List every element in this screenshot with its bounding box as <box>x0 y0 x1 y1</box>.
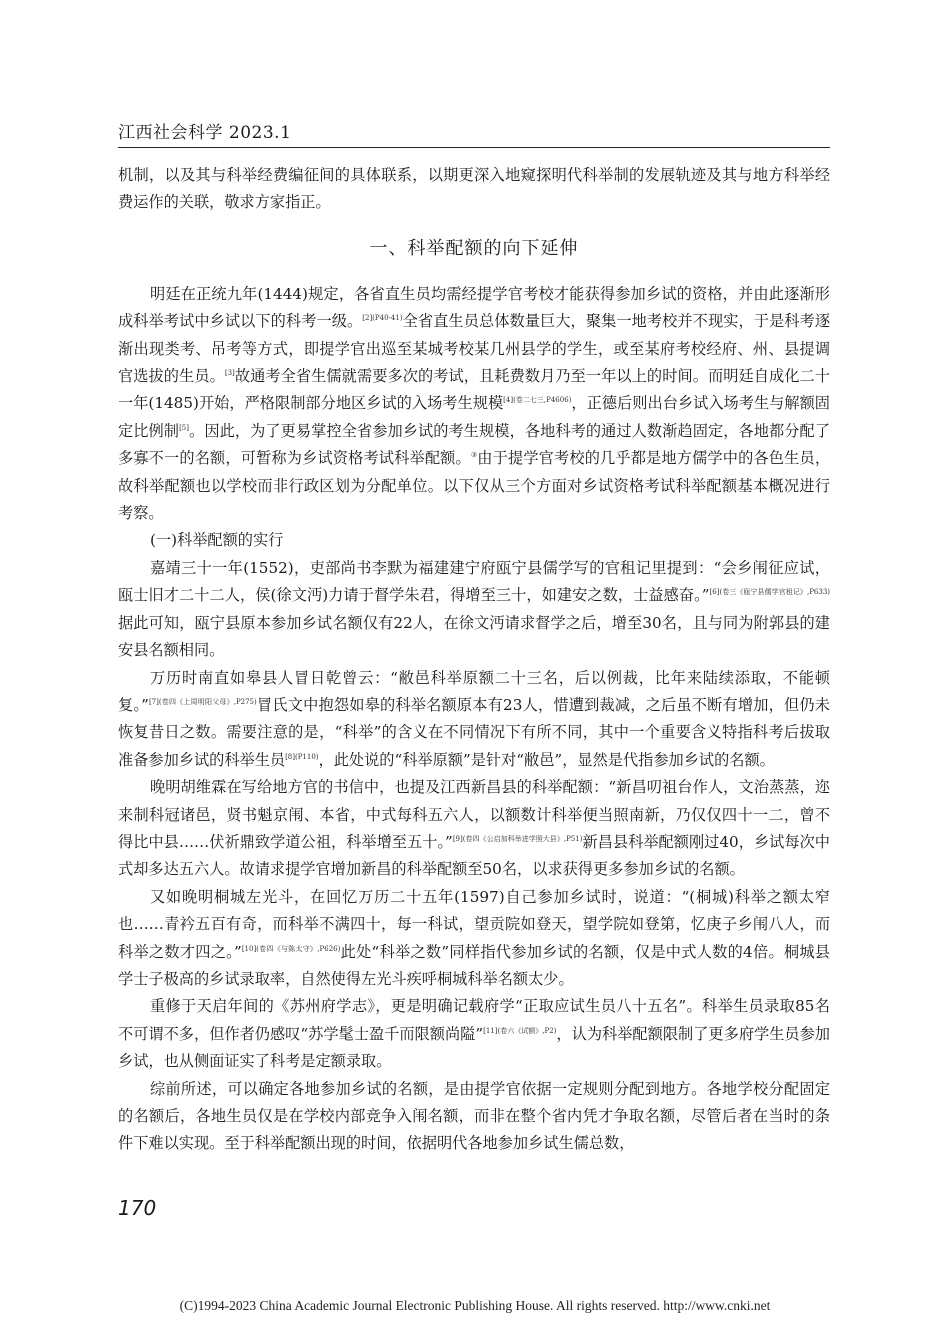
page-number: 170 <box>118 1196 157 1220</box>
text-run: 嘉靖三十一年(1552)，吏部尚书李默为福建建宁府瓯宁县儒学写的官租记里提到：“会乡闱征应试，瓯士旧才二十二人，侯(徐文沔)力请于督学朱君，得增至三十，如建安之数，士益感奋。” <box>118 558 830 605</box>
paragraph-2 <box>118 555 830 665</box>
paragraph-3 <box>118 665 830 775</box>
section-title: 一、科举配额的向下延伸 <box>369 237 579 259</box>
text-run: 故通考全省生儒就需要多次的考试，且耗费数月乃至一年以上的时间。而明廷自成化二十一年(1485)开始，严格限制部分地区乡试的入场考生规模 <box>118 367 831 413</box>
text-run: 万历时南直如皋县人冒日乾曾云：“敝邑科举原额二十三名，后以例裁，比年来陆续添取，不能顿复。” <box>118 668 830 714</box>
citation: [11](卷六《试额》,P2) <box>483 1026 557 1035</box>
text-run: 新昌县科举配额刚过40，乡试每次中式却多达五六人。故请求提学官增加新昌的科举配额至50名，以求获得更多参加乡试的名额。 <box>118 832 830 879</box>
text-run: 据此可知，瓯宁县原本参加乡试名额仅有22人，在徐文沔请求督学之后，增至30名，且与同为附郭县的建安县名额相同。 <box>118 613 830 660</box>
text-run: 又如晚明桐城左光斗，在回忆万历二十五年(1597)自己参加乡试时，说道：“(桐城)科举之额太窄也……青衿五百有奇，而科举不满四十，每一科试，望贡院如登天，望学院如登第，忆庚子乡闱八人，而科举之数才四之。” <box>118 887 830 961</box>
header-rule <box>118 147 830 148</box>
text-run: 冒氏文中抱怨如皋的科举名额原本有23人，惜遭到裁减，之后虽不断有增加，但仍未恢复昔日之数。需要注意的是，“科举”的含义在不同情况下有所不同，其中一个重要含义特指科考后拔取准备参加乡试的科举生员 <box>118 695 830 769</box>
text-run: 重修于天启年间的《苏州府学志》，更是明确记载府学“正取应试生员八十五名”。科举生员录取85名不可谓不多，但作者仍感叹“苏学髦士盈千而限额尚隘” <box>118 997 830 1043</box>
running-head: 江西社会科学 2023.1 <box>118 123 292 143</box>
citation: [7](卷四《上周明阳父母》,P275) <box>148 697 257 706</box>
paragraph-5 <box>118 884 830 994</box>
intro-paragraph: 机制，以及其与科举经费编征间的具体联系，以期更深入地窥探明代科举制的发展轨迹及其与地方科举经费运作的关联，敬求方家指正。 <box>118 166 830 212</box>
citation: [9](卷四《公启加科举进学照大县》,P51) <box>452 834 583 843</box>
text-run: 全省直生员总体数量巨大，聚集一地考校并不现实，于是科考逐渐出现类考、吊考等方式，即提学官出巡至某城考校某几州县学的学生，或至某府考校经府、州、县提调官选拔的生员。 <box>118 312 831 386</box>
text-run: 。因此，为了更易掌控全省参加乡试的考生规模，各地科考的通过人数渐趋固定，各地都分配了多寡不一的名额，可暂称为乡试资格考试科举配额。 <box>118 421 831 468</box>
text-run: ，认为科举配额限制了更多府学生员参加乡试，也从侧面证实了科考是定额录取。 <box>118 1024 830 1071</box>
article-body <box>118 162 830 1158</box>
citation: [6](卷三《瓯宁县儒学官租记》,P633) <box>709 588 830 597</box>
text-run: 明廷在正统九年(1444)规定，各省直生员均需经提学官考校才能获得参加乡试的资格，并由此逐渐形成科举考试中乡试以下的科考一级。 <box>118 284 830 331</box>
text-run: 此处“科举之数”同样指代参加乡试的名额，仅是中式人数的4倍。桐城县学士子极高的乡试录取率，自然使得左光斗疾呼桐城科举名额太少。 <box>118 942 830 988</box>
paragraph-1 <box>118 281 830 528</box>
citation: [5] <box>179 423 189 432</box>
text-run: 由于提学官考校的几乎都是地方儒学中的各色生员，故科举配额也以学校而非行政区划为分配单位。以下仅从三个方面对乡试资格考试科举配额基本概况进行考察。 <box>118 449 831 523</box>
text-run: ，正德后则出台乡试入场考生与解额固定比例制 <box>118 394 830 440</box>
citation: [10](卷四《与陈太守》,P626) <box>241 944 341 953</box>
paragraph-6 <box>118 993 830 1075</box>
subsection-title: (一)科举配额的实行 <box>150 531 284 550</box>
text-run: ，此处说的“科举原额”是针对“敝邑”，显然是代指参加乡试的名额。 <box>318 750 775 769</box>
text-run: 晚明胡维霖在写给地方官的书信中，也提及江西新昌县的科举配额：“新昌叨祖台作人，文治蒸蒸，迩来制科冠诸邑，贤书魁京闱、本省，中式每科五六人，以额数计科举便当照南新，乃仅仅四十一二，曾不得比中县……伏祈鼎致学道公祖，科举增至五十。” <box>118 778 830 851</box>
copyright-notice: (C)1994-2023 China Academic Journal Electronic Publishing House. All rights reserved. http://www.cnki.net <box>179 1298 771 1313</box>
paragraph-7: 综前所述，可以确定各地参加乡试的名额，是由提学官依据一定规则分配到地方。各地学校分配固定的名额后，各地生员仅是在学校内部竞争入闱名额，而非在整个省内凭才争取名额，尽管后者在当时的条件下难以实现。至于科举配额出现的时间，依据明代各地参加乡试生儒总数， <box>118 1079 830 1153</box>
citation: [2](P40-41) <box>362 314 403 323</box>
citation: [3] <box>224 368 235 377</box>
citation: [4](卷二七三,P4606) <box>503 396 572 405</box>
citation: [8](P110) <box>285 752 319 761</box>
paragraph-4 <box>118 774 830 884</box>
endnote-marker: ③ <box>470 451 478 460</box>
